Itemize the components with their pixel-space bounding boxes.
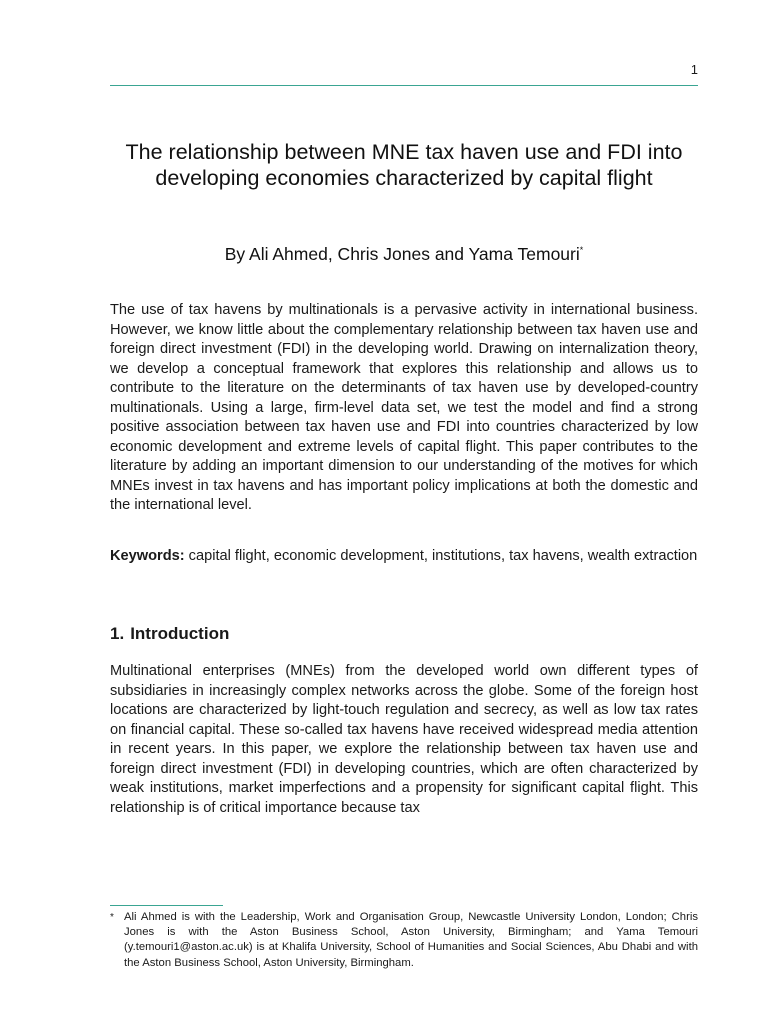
paper-title: The relationship between MNE tax haven use and FDI into developing economies characterized by capital flight xyxy=(125,140,683,190)
keywords-list: capital flight, economic development, institutions, tax havens, wealth extraction xyxy=(188,548,698,564)
author-footnote xyxy=(110,910,698,971)
author-names: By Ali Ahmed, Chris Jones and Yama Temouri xyxy=(224,244,580,264)
footnote-marker: * xyxy=(110,912,114,923)
footnote-rule xyxy=(110,905,223,906)
section-title: Introduction xyxy=(130,624,230,643)
author-footnote-marker: * xyxy=(579,245,584,255)
author-byline xyxy=(110,243,698,265)
abstract-paragraph: The use of tax havens by multinationals is a pervasive activity in international business. However, we know little about the complementary relationship between tax haven use and foreign direct investment (FDI) in the developing world. Drawing on internalization theory, we develop a conceptual framework that explores this relationship and allows us to contribute to the literature on the determinants of tax haven use by developed-country multinationals. Using a large, firm-level data set, we test the model and find a strong positive association between tax haven use and FDI into countries characterized by low economic development and extreme levels of capital flight. This paper contributes to the literature by adding an important dimension to our understanding of the motives for which MNEs invest in tax havens and has important policy implications at both the domestic and the international level. xyxy=(110,302,698,514)
page-number: 1 xyxy=(690,62,698,77)
footnote-text: Ali Ahmed is with the Leadership, Work and Organisation Group, Newcastle University London, London; Chris Jones is with the Aston Business School, Aston University, Birmingham; and Yama Temouri (y.temouri1@aston.ac.uk) is at Khalifa University, School of Humanities and Social Sciences, Abu Dhabi and with the Aston Business School, Aston University, Birmingham. xyxy=(124,911,698,969)
keywords-label: Keywords: xyxy=(110,548,185,564)
header-rule xyxy=(110,85,698,86)
introduction-paragraph: Multinational enterprises (MNEs) from the developed world own different types of subsidiaries in increasingly complex networks across the globe. Some of the foreign host locations are characterized by light-touch regulation and secrecy, as well as low tax rates on financial capital. These so-called tax havens have received widespread media attention in recent years. In this paper, we explore the relationship between tax haven use and foreign direct investment (FDI) in developing countries, which are often characterized by weak institutions, market imperfections and a propensity for significant capital flight. This relationship is of critical importance because tax xyxy=(110,663,698,816)
keywords xyxy=(110,547,698,567)
section-number: 1. xyxy=(110,624,125,643)
section-heading-introduction xyxy=(110,623,698,645)
